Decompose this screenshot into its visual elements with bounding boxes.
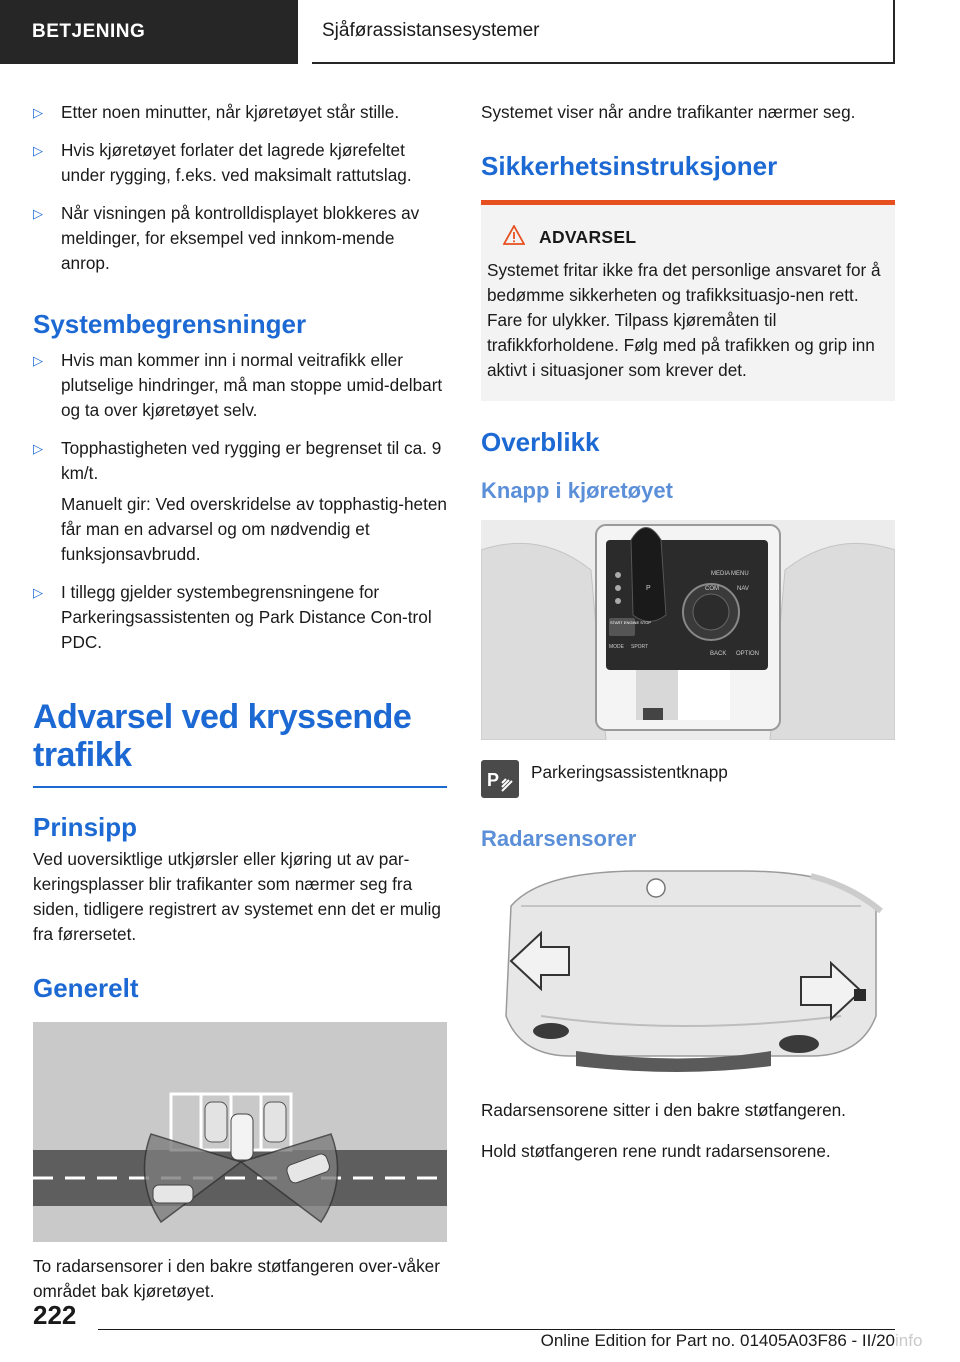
section-heading-limits: Systembegrensninger [33,309,307,339]
section-heading-principle: Prinsipp [33,812,138,842]
svg-text:P: P [487,770,500,790]
header-chapter-label: Sjåførassistansesystemer [322,20,540,41]
section-heading-general: Generelt [33,973,139,1003]
list-item: ▷ Topphastigheten ved rygging er begrenset til ca. 9 km/t. [33,436,447,486]
header-section-label: BETJENING [32,21,146,42]
console-label-com: COM [705,586,719,592]
general-caption: To radarsensorer i den bakre støtfangeren over-våker området bak kjøretøyet. [33,1256,440,1301]
console-label-sport: SPORT [631,644,649,650]
warning-box [481,200,895,401]
triangle-bullet-icon: ▷ [33,585,43,600]
triangle-bullet-icon: ▷ [33,143,43,158]
footer-edition: Online Edition for Part no. 01405A03F86 - II/20 [540,1331,895,1350]
console-label-media: MEDIA [711,571,731,577]
console-label-mode: MODE [609,644,624,650]
console-label-option: OPTION [736,651,760,657]
list-item: ▷ I tillegg gjelder systembegrensningene for Parkeringsassistenten og Park Distance Con-trol PDC. [33,580,447,655]
left-column [33,100,447,1304]
triangle-bullet-icon: ▷ [33,441,43,456]
parking-assistant-icon [481,760,519,798]
page-number: 222 [33,1300,77,1330]
parking-button-label: Parkeringsassistentknapp [531,762,728,782]
warning-label: ADVARSEL [539,227,637,247]
console-label-menu: MENU [731,571,749,577]
header-chapter [312,0,895,64]
warning-text: Systemet fritar ikke fra det personlige ansvaret for å bedømme sikkerheten og trafikksituasjo-nen rett. Fare for ulykker. Tilpass kjøremåten til trafikkforholdene. Følg med på trafikken og grip inn aktivt i situasjoner som krever det. [487,260,881,380]
subheading-button: Knapp i kjøretøyet [481,478,673,503]
console-label-park: P [646,585,651,592]
console-label-back: BACK [710,651,727,657]
list-item: ▷ Hvis kjøretøyet forlater det lagrede kjørefeltet under rygging, f.eks. ved maksimalt rattutslag. [33,138,447,188]
right-column [481,100,895,1164]
section-heading-safety: Sikkerhetsinstruksjoner [481,151,778,181]
header-section [0,0,298,64]
center-console-illustration [481,520,895,740]
footer-rule [98,1329,895,1330]
rear-bumper-illustration [481,866,895,1078]
intro-text: Systemet viser når andre trafikanter nærmer seg. [481,102,856,122]
list-item: ▷ Etter noen minutter, når kjøretøyet står stille. [33,100,447,125]
triangle-bullet-icon: ▷ [33,206,43,221]
console-label-start-stop: START ENGINE STOP [610,620,652,625]
triangle-bullet-icon: ▷ [33,353,43,368]
subheading-radar: Radarsensorer [481,826,637,851]
parking-button-legend [481,760,895,798]
list-item: ▷ Når visningen på kontrolldisplayet blokkeres av meldinger, for eksempel ved innkom-mende anrop. [33,201,447,276]
cross-traffic-illustration [33,1022,447,1242]
radar-text-2: Hold støtfangeren rene rundt radarsensorene. [481,1141,831,1161]
triangle-bullet-icon: ▷ [33,105,43,120]
warning-triangle-icon [503,225,525,250]
footer-watermark: info [895,1331,923,1350]
radar-text-1: Radarsensorene sitter i den bakre støtfangeren. [481,1100,846,1120]
chapter-heading: Advarsel ved kryssende trafikk [33,698,412,774]
principle-text: Ved uoversiktlige utkjørsler eller kjøring ut av par-keringsplasser blir trafikanter som nærmer seg fra siden, tidligere registrert av systemet enn det er mulig fra førersetet. [33,849,441,944]
list-item: ▷ Hvis man kommer inn i normal veitrafikk eller plutselige hindringer, må man stoppe umid-delbart og ta over kjøretøyet selv. [33,348,447,423]
manual-gear-note: Manuelt gir: Ved overskridelse av topphastig-heten får man en advarsel og om nødvendig et funksjonsavbrudd. [61,494,447,564]
section-heading-overview: Overblikk [481,427,600,457]
console-label-nav: NAV [737,586,749,592]
